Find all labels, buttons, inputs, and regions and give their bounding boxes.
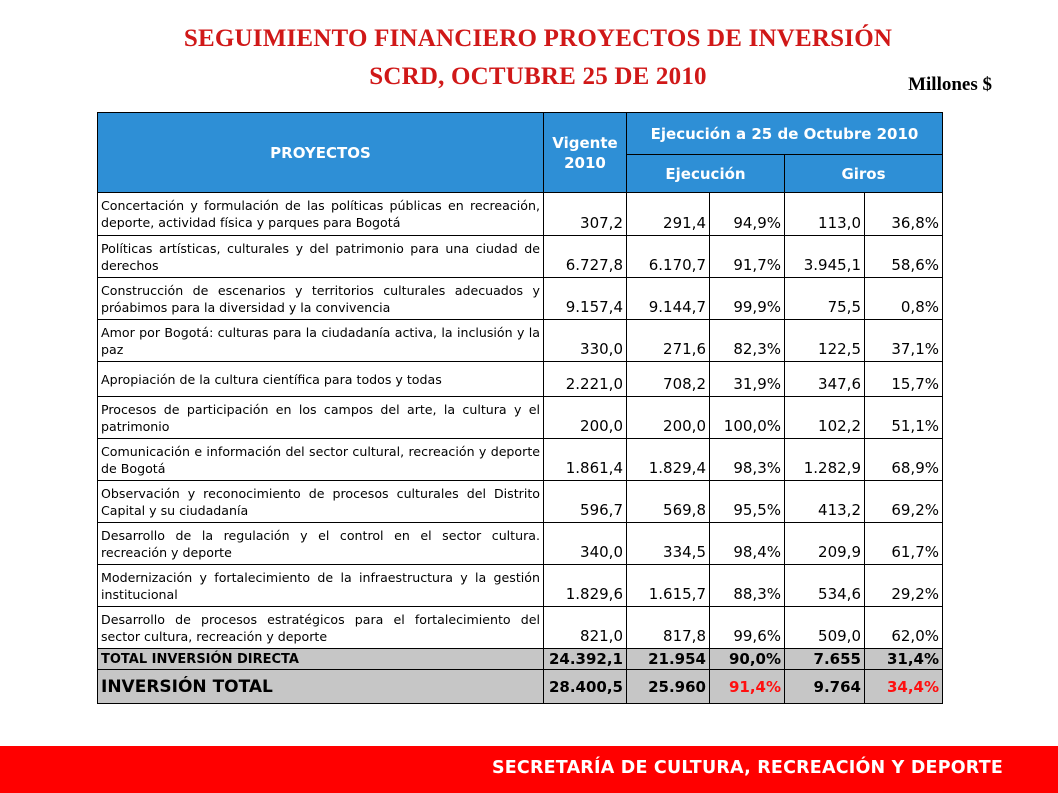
total-label: INVERSIÓN TOTAL	[98, 670, 544, 704]
table-row	[98, 320, 943, 362]
cell-vigente: 9.157,4	[544, 278, 627, 320]
cell-ejecucion: 334,5	[627, 523, 710, 565]
table-row	[98, 523, 943, 565]
cell-ejec-pct: 94,9%	[710, 193, 785, 236]
cell-giros: 113,0	[785, 193, 865, 236]
cell-vigente: 821,0	[544, 607, 627, 649]
total-directa-giros-pct: 31,4%	[865, 649, 943, 670]
table-row	[98, 565, 943, 607]
cell-ejec-pct: 98,4%	[710, 523, 785, 565]
cell-giros-pct: 0,8%	[865, 278, 943, 320]
cell-ejecucion: 1.829,4	[627, 439, 710, 481]
page-title	[0, 20, 1058, 96]
total-directa-ejec-pct: 90,0%	[710, 649, 785, 670]
cell-ejecucion: 569,8	[627, 481, 710, 523]
cell-giros: 534,6	[785, 565, 865, 607]
table-row	[98, 278, 943, 320]
header-proyectos: PROYECTOS	[98, 113, 544, 193]
table-row	[98, 193, 943, 236]
table-row	[98, 607, 943, 649]
total-directa-ejecucion: 21.954	[627, 649, 710, 670]
project-name-cell: Comunicación e información del sector cultural, recreación y deporte de Bogotá	[98, 439, 544, 481]
cell-ejecucion: 200,0	[627, 397, 710, 439]
cell-giros-pct: 36,8%	[865, 193, 943, 236]
cell-giros-pct: 69,2%	[865, 481, 943, 523]
total-directa-giros: 7.655	[785, 649, 865, 670]
cell-ejec-pct: 100,0%	[710, 397, 785, 439]
cell-ejec-pct: 88,3%	[710, 565, 785, 607]
cell-giros: 509,0	[785, 607, 865, 649]
table-row	[98, 481, 943, 523]
cell-vigente: 2.221,0	[544, 362, 627, 397]
cell-vigente: 1.829,6	[544, 565, 627, 607]
cell-vigente: 330,0	[544, 320, 627, 362]
cell-ejec-pct: 91,7%	[710, 236, 785, 278]
cell-ejecucion: 271,6	[627, 320, 710, 362]
project-name-cell: Modernización y fortalecimiento de la infraestructura y la gestión institucional	[98, 565, 544, 607]
table-row	[98, 236, 943, 278]
cell-vigente: 6.727,8	[544, 236, 627, 278]
cell-ejecucion: 1.615,7	[627, 565, 710, 607]
title-line-2: SCRD, OCTUBRE 25 DE 2010	[369, 63, 707, 90]
cell-vigente: 340,0	[544, 523, 627, 565]
cell-ejecucion: 6.170,7	[627, 236, 710, 278]
cell-giros: 209,9	[785, 523, 865, 565]
financial-table	[97, 112, 943, 704]
total-ejecucion: 25.960	[627, 670, 710, 704]
cell-giros: 122,5	[785, 320, 865, 362]
cell-ejec-pct: 82,3%	[710, 320, 785, 362]
total-directa-vigente: 24.392,1	[544, 649, 627, 670]
cell-ejec-pct: 99,9%	[710, 278, 785, 320]
table-row	[98, 397, 943, 439]
title-line-1: SEGUIMIENTO FINANCIERO PROYECTOS DE INVERSIÓN	[183, 25, 893, 52]
cell-giros-pct: 37,1%	[865, 320, 943, 362]
project-name-cell: Construcción de escenarios y territorios culturales adecuados y próabimos para la diversidad y la convivencia	[98, 278, 544, 320]
project-name-cell: Procesos de participación en los campos del arte, la cultura y el patrimonio	[98, 397, 544, 439]
cell-giros-pct: 58,6%	[865, 236, 943, 278]
cell-giros: 1.282,9	[785, 439, 865, 481]
table-body	[98, 193, 943, 649]
cell-ejec-pct: 31,9%	[710, 362, 785, 397]
project-name-cell: Políticas artísticas, culturales y del patrimonio para una ciudad de derechos	[98, 236, 544, 278]
table-row	[98, 439, 943, 481]
cell-giros: 3.945,1	[785, 236, 865, 278]
project-name-cell: Desarrollo de la regulación y el control en el sector cultura. recreación y deporte	[98, 523, 544, 565]
project-name-cell: Concertación y formulación de las políticas públicas en recreación, deporte, actividad física y parques para Bogotá	[98, 193, 544, 236]
total-directa-row	[98, 649, 943, 670]
cell-giros: 347,6	[785, 362, 865, 397]
header-ejecucion-group: Ejecución a 25 de Octubre 2010	[627, 113, 943, 155]
cell-ejecucion: 291,4	[627, 193, 710, 236]
cell-vigente: 1.861,4	[544, 439, 627, 481]
total-ejec-pct: 91,4%	[710, 670, 785, 704]
header-vigente: Vigente 2010	[544, 113, 627, 193]
project-name-cell: Amor por Bogotá: culturas para la ciudadanía activa, la inclusión y la paz	[98, 320, 544, 362]
header-giros: Giros	[785, 155, 943, 193]
cell-ejecucion: 9.144,7	[627, 278, 710, 320]
cell-ejec-pct: 99,6%	[710, 607, 785, 649]
cell-giros-pct: 29,2%	[865, 565, 943, 607]
total-giros: 9.764	[785, 670, 865, 704]
project-name-cell: Observación y reconocimiento de procesos culturales del Distrito Capital y su ciudadanía	[98, 481, 544, 523]
cell-ejecucion: 817,8	[627, 607, 710, 649]
cell-giros: 102,2	[785, 397, 865, 439]
footer-label: SECRETARÍA DE CULTURA, RECREACIÓN Y DEPORTE	[491, 758, 1003, 778]
footer-bar	[0, 746, 1058, 793]
cell-giros-pct: 68,9%	[865, 439, 943, 481]
cell-giros: 413,2	[785, 481, 865, 523]
cell-ejec-pct: 98,3%	[710, 439, 785, 481]
cell-vigente: 307,2	[544, 193, 627, 236]
cell-giros-pct: 61,7%	[865, 523, 943, 565]
cell-ejec-pct: 95,5%	[710, 481, 785, 523]
cell-giros-pct: 62,0%	[865, 607, 943, 649]
project-name-cell: Desarrollo de procesos estratégicos para el fortalecimiento del sector cultura, recreación y deporte	[98, 607, 544, 649]
cell-giros-pct: 15,7%	[865, 362, 943, 397]
table-row	[98, 362, 943, 397]
units-label: Millones $	[908, 74, 992, 95]
project-name-cell: Apropiación de la cultura científica para todos y todas	[98, 362, 544, 397]
cell-ejecucion: 708,2	[627, 362, 710, 397]
cell-giros-pct: 51,1%	[865, 397, 943, 439]
total-directa-label: TOTAL INVERSIÓN DIRECTA	[98, 649, 544, 670]
total-row	[98, 670, 943, 704]
total-giros-pct: 34,4%	[865, 670, 943, 704]
header-ejecucion: Ejecución	[627, 155, 785, 193]
cell-vigente: 200,0	[544, 397, 627, 439]
cell-vigente: 596,7	[544, 481, 627, 523]
total-vigente: 28.400,5	[544, 670, 627, 704]
cell-giros: 75,5	[785, 278, 865, 320]
